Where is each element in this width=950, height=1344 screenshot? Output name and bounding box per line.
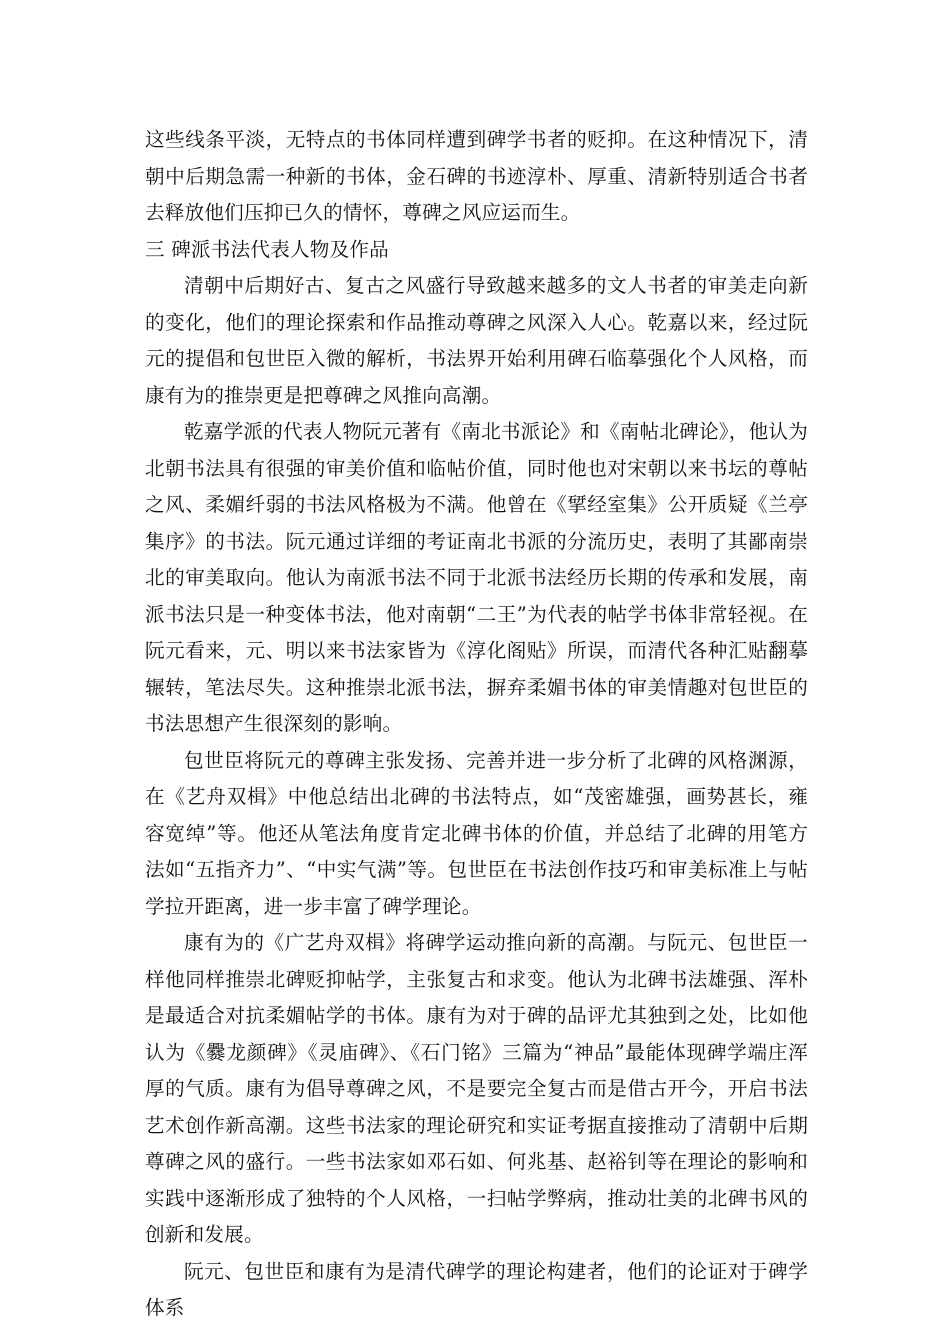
paragraph-conclusion: 阮元、包世臣和康有为是清代碑学的理论构建者，他们的论证对于碑学体系 bbox=[145, 1259, 808, 1319]
paragraph-ruan-yuan: 乾嘉学派的代表人物阮元著有《南北书派论》和《南帖北碑论》，他认为北朝书法具有很强的审美价值和临帖价值，同时他也对宋朝以来书坛的尊帖之风、柔媚纤弱的书法风格极为不满。他曾在《揅经室集》公开质疑《兰亭集序》的书法。阮元通过详细的考证南北书派的分流历史，表明了其鄙南崇北的审美取向。他认为南派书法不同于北派书法经历长期的传承和发展，南派书法只是一种变体书法，他对南朝“二王”为代表的帖学书体非常轻视。在阮元看来，元、明以来书法家皆为《淳化阁贴》所误，而清代各种汇贴翻摹辗转，笔法尽失。这种推崇北派书法，摒弃柔媚书体的审美情趣对包世臣的书法思想产生很深刻的影响。 bbox=[145, 420, 808, 735]
document-page bbox=[145, 122, 808, 1327]
paragraph-bao-shichen: 包世臣将阮元的尊碑主张发扬、完善并进一步分析了北碑的风格渊源，在《艺舟双楫》中他总结出北碑的书法特点，如“茂密雄强，画势甚长，雍容宽绰”等。他还从笔法角度肯定北碑书体的价值，并总结了北碑的用笔方法如“五指齐力”、“中实气满”等。包世臣在书法创作技巧和审美标准上与帖学拉开距离，进一步丰富了碑学理论。 bbox=[145, 748, 808, 918]
paragraph-overview: 清朝中后期好古、复古之风盛行导致越来越多的文人书者的审美走向新的变化，他们的理论探索和作品推动尊碑之风深入人心。乾嘉以来，经过阮元的提倡和包世臣入微的解析，书法界开始利用碑石临摹强化个人风格，而康有为的推崇更是把尊碑之风推向高潮。 bbox=[145, 274, 808, 407]
section-heading: 三 碑派书法代表人物及作品 bbox=[145, 237, 389, 261]
paragraph-kang-youwei: 康有为的《广艺舟双楫》将碑学运动推向新的高潮。与阮元、包世臣一样他同样推崇北碑贬抑帖学，主张复古和求变。他认为北碑书法雄强、浑朴是最适合对抗柔媚帖学的书体。康有为对于碑的品评尤其独到之处，比如他认为《爨龙颜碑》《灵庙碑》、《石门铭》三篇为“神品”最能体现碑学端庄浑厚的气质。康有为倡导尊碑之风，不是要完全复古而是借古开今，开启书法艺术创作新高潮。这些书法家的理论研究和实证考据直接推动了清朝中后期尊碑之风的盛行。一些书法家如邓石如、何兆基、赵裕钊等在理论的影响和实践中逐渐形成了独特的个人风格，一扫帖学弊病，推动壮美的北碑书风的创新和发展。 bbox=[145, 931, 808, 1246]
paragraph-intro: 这些线条平淡，无特点的书体同样遭到碑学书者的贬抑。在这种情况下，清朝中后期急需一种新的书体，金石碑的书迹淳朴、厚重、清新特别适合书者去释放他们压抑已久的情怀，尊碑之风应运而生。 bbox=[145, 128, 808, 224]
